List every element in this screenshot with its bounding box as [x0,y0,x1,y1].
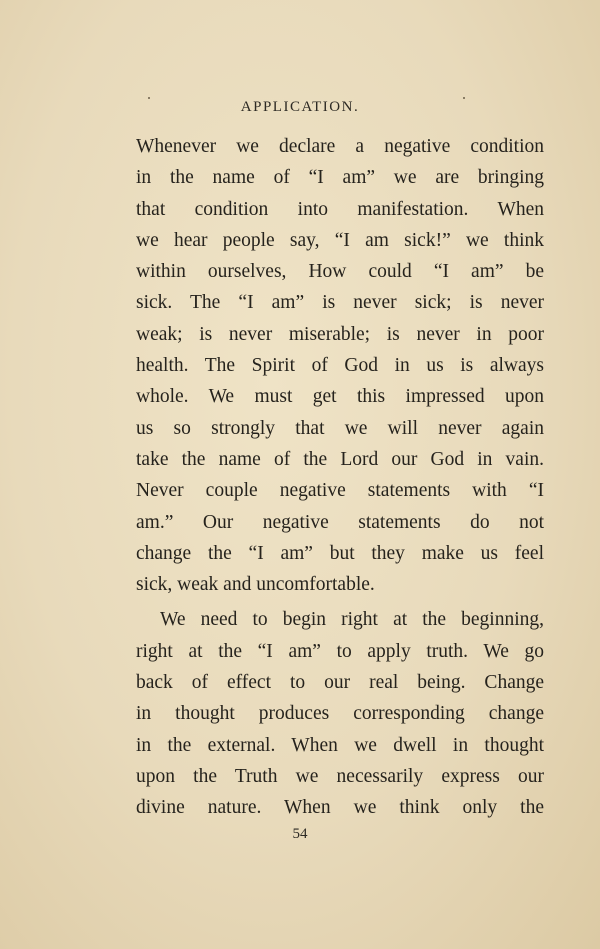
page-number: 54 [292,826,308,842]
text-line: divine nature. When we think only the [136,797,544,819]
text-line: right at the “I am” to apply truth. We go [136,640,544,662]
text-line: in the external. When we dwell in thought [136,734,544,756]
text-line: We need to begin right at the beginning, [160,609,544,631]
text-line: Never couple negative statements with “I [136,480,544,502]
running-head: APPLICATION. [240,99,360,115]
text-line: upon the Truth we necessarily express our [136,765,544,787]
text-line: we hear people say, “I am sick!” we think [136,229,544,251]
text-line: am.” Our negative statements do not [136,511,544,533]
text-line: whole. We must get this impressed upon [136,386,544,408]
text-line: sick, weak and uncomfortable. [136,574,375,596]
text-line: weak; is never miserable; is never in poor [136,323,544,345]
body-text [136,131,544,824]
text-line: back of effect to our real being. Change [136,672,544,694]
text-line: that condition into manifestation. When [136,198,544,220]
text-line: Whenever we declare a negative condition [136,136,544,157]
text-line: health. The Spirit of God in us is always [136,355,544,377]
text-line: in thought produces corresponding change [136,703,544,725]
text-line: within ourselves, How could “I am” be [136,261,544,283]
text-line: take the name of the Lord our God in vain. [136,448,544,470]
text-line: sick. The “I am” is never sick; is never [136,292,544,314]
text-line: in the name of “I am” we are bringing [136,167,544,189]
text-line: change the “I am” but they make us feel [136,542,544,564]
text-line: us so strongly that we will never again [136,417,544,439]
